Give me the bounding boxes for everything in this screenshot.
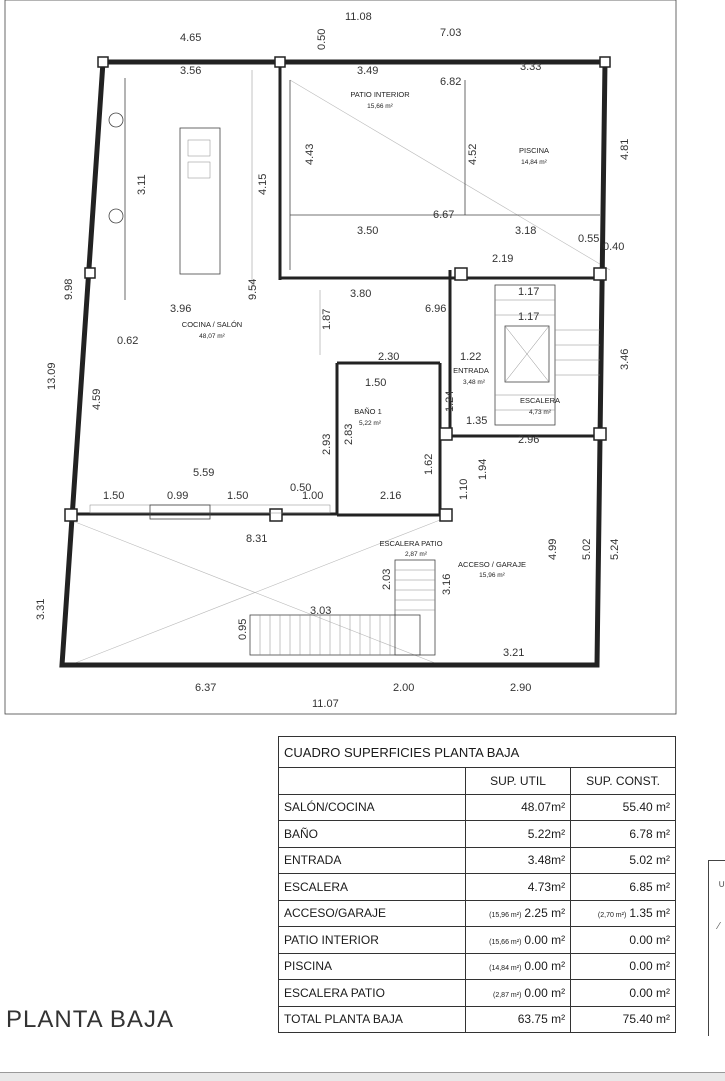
dim-patio-040: 0.40 <box>603 241 625 253</box>
dim-esc-296: 2.96 <box>518 434 540 446</box>
room-area-patio-interior: 15,66 m² <box>367 103 393 110</box>
row-name: SALÓN/COCINA <box>279 794 466 821</box>
dim-v-954: 9.54 <box>247 278 259 300</box>
table-row <box>279 927 676 954</box>
dim-row-050: 0.50 <box>290 482 312 494</box>
dim-row-216: 2.16 <box>380 490 402 502</box>
dim-patio-219: 2.19 <box>492 253 514 265</box>
table-row <box>279 900 676 927</box>
dim-small-050: 0.50 <box>316 28 328 50</box>
dim-bot-502: 5.02 <box>581 538 593 560</box>
dim-bot-831: 8.31 <box>246 533 268 545</box>
dim-v-311: 3.11 <box>136 174 148 195</box>
room-area-escalera: 4,73 m² <box>528 409 552 416</box>
table-title-row <box>279 737 676 768</box>
table-row <box>279 874 676 901</box>
dim-bottom-637: 6.37 <box>195 682 217 694</box>
dim-row-099: 0.99 <box>167 490 189 502</box>
row-const-value: 0.00 m² <box>629 985 670 1000</box>
dim-mid-380: 3.80 <box>350 288 372 300</box>
void-crosses <box>70 80 610 665</box>
dim-row-110: 1.10 <box>458 478 470 500</box>
dim-ent-230: 2.30 <box>378 351 400 363</box>
row-util <box>465 953 570 980</box>
dim-bot-203: 2.03 <box>381 568 393 590</box>
row-util <box>465 874 570 901</box>
dim-ent-122: 1.22 <box>460 351 482 363</box>
dim-v-443: 4.43 <box>304 143 316 165</box>
legend-fragment <box>708 860 725 1036</box>
dim-v-481: 4.81 <box>619 138 631 160</box>
row-const-note: (2,70 m²) <box>597 912 627 920</box>
row-util-note: (14,84 m²) <box>489 965 522 973</box>
dim-bot-524: 5.24 <box>609 538 621 560</box>
row-const <box>571 927 676 954</box>
room-name-entrada: ENTRADA <box>453 366 489 375</box>
table-row <box>279 980 676 1007</box>
table-total-util: 63.75 m² <box>465 1006 570 1033</box>
table-total-name: TOTAL PLANTA BAJA <box>279 1006 466 1033</box>
room-area-cocina: 48,07 m² <box>199 333 225 340</box>
dim-bottom-200: 2.00 <box>393 682 415 694</box>
row-name: ENTRADA <box>279 847 466 874</box>
row-util <box>465 821 570 848</box>
table-row <box>279 794 676 821</box>
room-area-escalera-patio: 2,87 m² <box>404 551 428 558</box>
dim-ent-150: 1.50 <box>365 377 387 389</box>
dim-left-998: 9.98 <box>63 278 75 300</box>
dim-right-346: 3.46 <box>619 348 631 370</box>
table-header-const: SUP. CONST. <box>571 768 676 795</box>
dim-bot-095: 0.95 <box>237 618 249 640</box>
row-util-value: 5.22m² <box>527 826 566 841</box>
dim-ent-124: 1.24 <box>444 390 456 412</box>
row-util <box>465 900 570 927</box>
dim-bano-283: 2.83 <box>343 423 355 445</box>
row-name: ESCALERA <box>279 874 466 901</box>
dim-v-194: 1.94 <box>477 458 489 480</box>
table-header-util: SUP. UTIL <box>465 768 570 795</box>
dim-bano-293: 2.93 <box>321 433 333 455</box>
row-util-value: 48.07m² <box>521 800 566 815</box>
room-name-escalera-patio: ESCALERA PATIO <box>379 539 443 548</box>
dim-patio-350: 3.50 <box>357 225 379 237</box>
dim-bano-135: 1.35 <box>466 415 488 427</box>
row-const <box>571 953 676 980</box>
dim-patio-667: 6.67 <box>433 209 455 221</box>
room-name-cocina: COCINA / SALÓN <box>181 320 243 329</box>
table-row <box>279 953 676 980</box>
dim-patio-055: 0.55 <box>578 233 600 245</box>
row-util <box>465 847 570 874</box>
table-header-blank <box>279 768 466 795</box>
dim-left-1309: 13.09 <box>46 362 58 390</box>
row-util-value: 3.48m² <box>527 853 566 868</box>
window-row <box>90 505 330 519</box>
surface-table <box>278 736 676 1033</box>
row-const <box>571 900 676 927</box>
row-const <box>571 980 676 1007</box>
dim-bottom-290: 2.90 <box>510 682 532 694</box>
row-util <box>465 794 570 821</box>
dim-mid-396: 3.96 <box>170 303 192 315</box>
row-name: PISCINA <box>279 953 466 980</box>
dim-left-459: 4.59 <box>91 388 103 410</box>
dim-top-right: 7.03 <box>440 27 462 39</box>
room-area-piscina: 14,84 m² <box>521 159 547 166</box>
row-util <box>465 927 570 954</box>
stairs-patio <box>250 560 435 655</box>
room-labels <box>182 90 560 579</box>
dim-v-452: 4.52 <box>467 143 479 165</box>
dim-bot-316: 3.16 <box>441 573 453 595</box>
dim-patio-318: 3.18 <box>515 225 537 237</box>
dim-bot-303: 3.03 <box>310 605 332 617</box>
dim-bano-162: 1.62 <box>423 453 435 475</box>
dim-row-559: 5.59 <box>193 467 215 479</box>
room-area-bano: 5,22 m² <box>358 420 382 427</box>
row-name: PATIO INTERIOR <box>279 927 466 954</box>
dim-left-331: 3.31 <box>35 598 47 620</box>
row-name: BAÑO <box>279 821 466 848</box>
table-header-row <box>279 768 676 795</box>
table-row <box>279 847 676 874</box>
row-const-value: 6.85 m² <box>629 879 670 894</box>
row-util-value: 4.73m² <box>527 879 566 894</box>
table-total-row <box>279 1006 676 1033</box>
kitchen-fixtures <box>109 113 210 223</box>
row-util-note: (15,96 m²) <box>489 912 522 920</box>
dim-top-left: 4.65 <box>180 32 202 44</box>
row-const-value: 0.00 m² <box>629 932 670 947</box>
dim-bottom-total: 11.07 <box>312 698 339 710</box>
room-name-escalera: ESCALERA <box>519 396 561 405</box>
row-const <box>571 821 676 848</box>
dim-left-062: 0.62 <box>117 335 139 347</box>
dim-bot-499: 4.99 <box>547 538 559 560</box>
dimension-labels <box>35 11 631 710</box>
sheet-frame <box>5 0 676 714</box>
row-util-value: 0.00 m² <box>524 959 566 974</box>
row-util-value: 0.00 m² <box>524 985 566 1000</box>
room-name-patio-interior: PATIO INTERIOR <box>350 90 410 99</box>
room-name-acceso: ACCESO / GARAJE <box>458 560 526 569</box>
row-const-value: 5.02 m² <box>629 853 670 868</box>
row-const <box>571 847 676 874</box>
dim-top-d: 6.82 <box>440 76 462 88</box>
page-title: PLANTA BAJA <box>6 1006 174 1033</box>
room-name-bano: BAÑO 1 <box>354 407 382 416</box>
table-total-const: 75.40 m² <box>571 1006 676 1033</box>
dim-v-187: 1.87 <box>321 308 333 330</box>
dim-mid-117b: 1.17 <box>518 311 540 323</box>
dim-bot-321: 3.21 <box>503 647 525 659</box>
row-name: ESCALERA PATIO <box>279 980 466 1007</box>
dim-mid-696: 6.96 <box>425 303 447 315</box>
table-row <box>279 821 676 848</box>
row-const <box>571 794 676 821</box>
dim-mid-117a: 1.17 <box>518 286 540 298</box>
row-const-value: 55.40 m² <box>622 800 670 815</box>
row-name: ACCESO/GARAJE <box>279 900 466 927</box>
room-area-acceso: 15,96 m² <box>479 572 505 579</box>
dim-row-100: 1.00 <box>302 490 324 502</box>
room-area-entrada: 3,48 m² <box>462 379 486 386</box>
dim-row-150a: 1.50 <box>103 490 125 502</box>
row-const-value: 6.78 m² <box>629 826 670 841</box>
room-name-piscina: PISCINA <box>518 146 550 155</box>
row-util-value: 0.00 m² <box>524 932 566 947</box>
row-const-value: 0.00 m² <box>629 959 670 974</box>
table-title: CUADRO SUPERFICIES PLANTA BAJA <box>279 737 676 768</box>
dim-top-c: 3.33 <box>520 61 542 73</box>
row-util-note: (2,87 m²) <box>493 991 522 999</box>
dim-v-415: 4.15 <box>257 173 269 195</box>
legend-mark-2: ⁄ <box>718 921 720 932</box>
row-const-value: 1.35 m² <box>629 906 670 921</box>
legend-mark-1: ∪ <box>718 879 725 890</box>
table-body <box>279 794 676 1006</box>
row-util <box>465 980 570 1007</box>
row-const <box>571 874 676 901</box>
row-util-value: 2.25 m² <box>524 906 566 921</box>
dim-top-a: 3.56 <box>180 65 202 77</box>
dim-row-150b: 1.50 <box>227 490 249 502</box>
row-util-note: (15,66 m²) <box>489 938 522 946</box>
dim-top-total: 11.08 <box>345 11 372 23</box>
dim-top-b: 3.49 <box>357 65 379 77</box>
